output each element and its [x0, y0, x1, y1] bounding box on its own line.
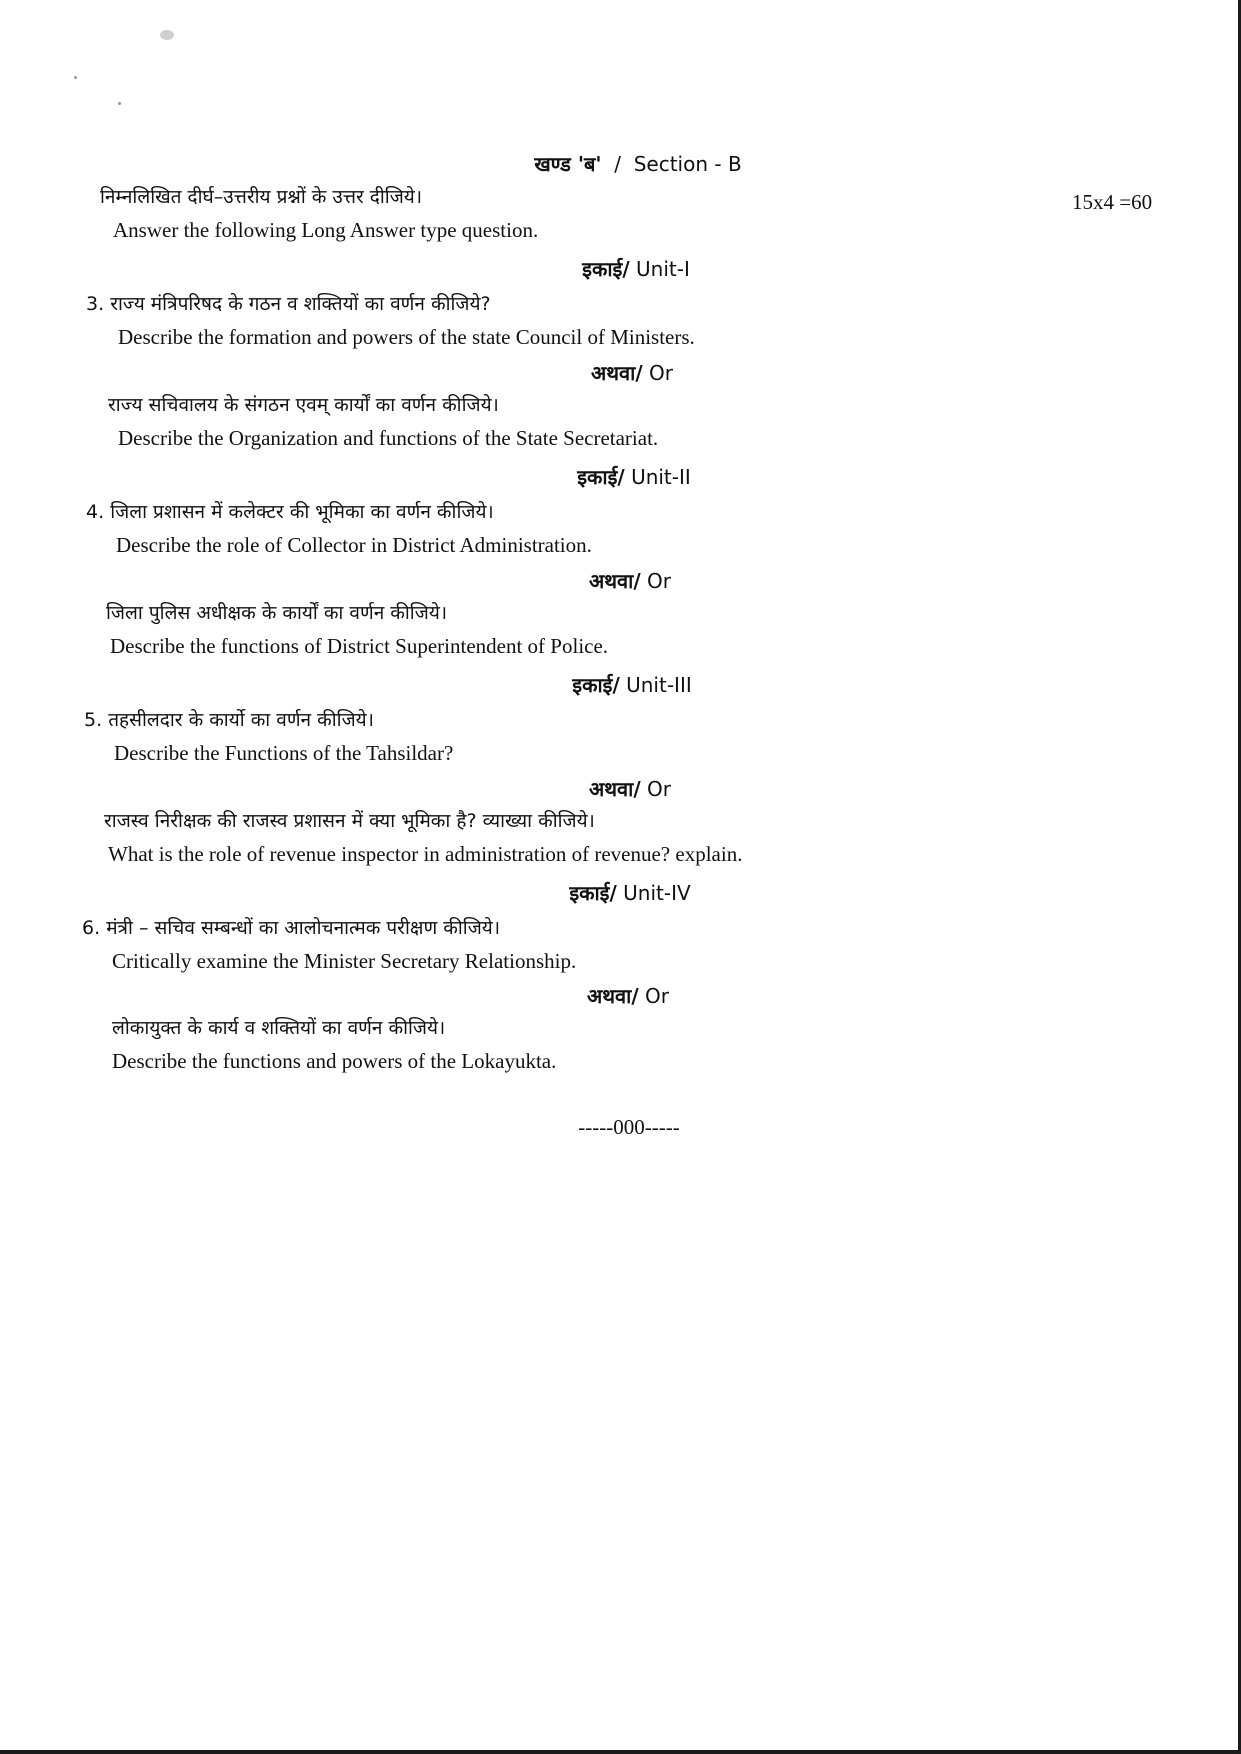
unit-heading-hindi: इकाई/	[577, 465, 625, 489]
unit-heading-english: Unit-I	[636, 257, 690, 281]
scan-speck	[118, 102, 121, 105]
question-number: 4.	[86, 501, 105, 523]
or-english: Or	[647, 569, 671, 593]
question-text-hindi: मंत्री – सचिव सम्बन्धों का आलोचनात्मक परीक्षण कीजिये।	[106, 917, 501, 939]
question-english: Describe the Functions of the Tahsildar?	[114, 741, 454, 765]
question-english: Describe the role of Collector in District Administration.	[116, 533, 592, 557]
or-separator	[587, 982, 669, 1009]
question-number: 6.	[82, 917, 101, 939]
total-marks: 15x4 =60	[1072, 190, 1153, 214]
or-hindi: अथवा/	[591, 361, 643, 385]
section-heading-english: Section - B	[633, 152, 742, 176]
alternate-question-english: What is the role of revenue inspector in administration of revenue? explain.	[108, 842, 743, 866]
alternate-question-english: Describe the functions and powers of the Lokayukta.	[112, 1049, 557, 1073]
alternate-question-hindi: राज्य सचिवालय के संगठन एवम् कार्यों का वर्णन कीजिये।	[108, 394, 499, 416]
alternate-question-hindi: लोकायुक्त के कार्य व शक्तियों का वर्णन कीजिये।	[112, 1017, 446, 1039]
or-separator	[589, 567, 671, 594]
or-separator	[589, 775, 671, 802]
section-heading	[534, 150, 741, 177]
question-hindi	[82, 914, 500, 940]
unit-heading-english: Unit-II	[631, 465, 691, 489]
scan-speck	[160, 30, 174, 40]
or-hindi: अथवा/	[589, 569, 641, 593]
question-number: 3.	[86, 293, 105, 315]
or-separator	[591, 359, 673, 386]
or-hindi: अथवा/	[587, 984, 639, 1008]
unit-heading	[577, 463, 691, 490]
question-text-hindi: तहसीलदार के कार्यो का वर्णन कीजिये।	[108, 709, 374, 731]
or-english: Or	[649, 361, 673, 385]
question-english: Critically examine the Minister Secretary Relationship.	[112, 949, 577, 973]
unit-heading-hindi: इकाई/	[569, 881, 617, 905]
unit-heading	[582, 255, 690, 282]
question-hindi	[84, 706, 374, 732]
end-marker: -----000-----	[578, 1115, 680, 1139]
question-text-hindi: राज्य मंत्रिपरिषद के गठन व शक्तियों का वर्णन कीजिये?	[110, 293, 491, 315]
or-english: Or	[647, 777, 671, 801]
question-english: Describe the formation and powers of the state Council of Ministers.	[118, 325, 695, 349]
alternate-question-hindi: राजस्व निरीक्षक की राजस्व प्रशासन में क्या भूमिका है? व्याख्या कीजिये।	[104, 810, 595, 832]
unit-heading-hindi: इकाई/	[582, 257, 630, 281]
question-hindi	[86, 290, 491, 316]
instruction-english: Answer the following Long Answer type question.	[113, 218, 539, 242]
unit-heading-english: Unit-III	[626, 673, 692, 697]
instruction-hindi: निम्नलिखित दीर्घ–उत्तरीय प्रश्नों के उत्तर दीजिये।	[100, 186, 423, 208]
alternate-question-english: Describe the Organization and functions of the State Secretariat.	[118, 426, 659, 450]
scan-edge-bottom	[0, 1750, 1241, 1754]
or-hindi: अथवा/	[589, 777, 641, 801]
alternate-question-hindi: जिला पुलिस अधीक्षक के कार्यों का वर्णन कीजिये।	[106, 602, 448, 624]
or-english: Or	[645, 984, 669, 1008]
question-hindi	[86, 498, 494, 524]
unit-heading	[572, 671, 691, 698]
alternate-question-english: Describe the functions of District Superintendent of Police.	[110, 634, 609, 658]
question-text-hindi: जिला प्रशासन में कलेक्टर की भूमिका का वर्णन कीजिये।	[110, 501, 494, 523]
section-heading-separator: /	[614, 152, 621, 176]
question-number: 5.	[84, 709, 103, 731]
section-heading-hindi: खण्ड 'ब'	[534, 152, 602, 176]
unit-heading-english: Unit-IV	[623, 881, 691, 905]
unit-heading	[569, 879, 690, 906]
unit-heading-hindi: इकाई/	[572, 673, 620, 697]
scan-speck	[74, 76, 77, 79]
